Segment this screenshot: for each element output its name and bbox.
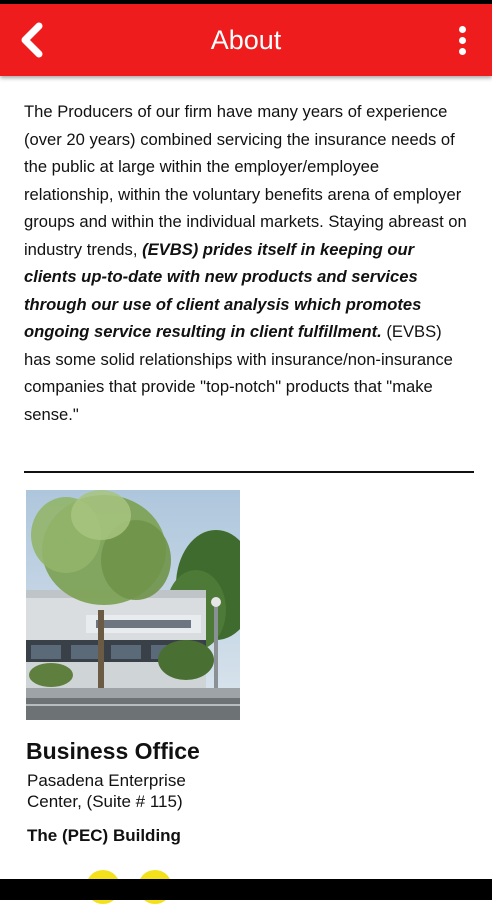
- overflow-menu-button[interactable]: [450, 20, 474, 60]
- more-vertical-icon: [459, 48, 466, 55]
- building-name: The (PEC) Building: [27, 826, 181, 845]
- chevron-left-icon: [17, 22, 47, 58]
- office-title: Business Office: [26, 738, 200, 764]
- app-bar: [0, 4, 492, 76]
- navigation-bar: [0, 879, 492, 900]
- about-text-part1: The Producers of our firm have many years of experience (over 20 years) combined servicing the insurance needs of the public at large within the employer/employee relationship, within the voluntary benefits arena of employer groups and within the individual markets. Staying abreast on industry trends,: [24, 102, 467, 259]
- about-text-part2: (EVBS) has some solid relationships with insurance/non-insurance companies that provide "top-notch" products that "make sense.": [24, 322, 453, 424]
- office-address: Pasadena Enterprise Center, (Suite # 115): [27, 771, 186, 811]
- page-title: About: [210, 25, 282, 55]
- about-content: [24, 98, 470, 428]
- about-text-emphasis: (EVBS) prides itself in keeping our clients up-to-date with new products and services through our use of client analysis which promotes ongoing service resulting in client fulfillment.: [24, 239, 422, 341]
- more-vertical-icon: [459, 37, 466, 44]
- back-button[interactable]: [12, 20, 52, 60]
- office-building-photo: [26, 490, 240, 720]
- section-divider: [24, 471, 474, 473]
- more-vertical-icon: [459, 26, 466, 33]
- about-paragraph: [24, 98, 470, 428]
